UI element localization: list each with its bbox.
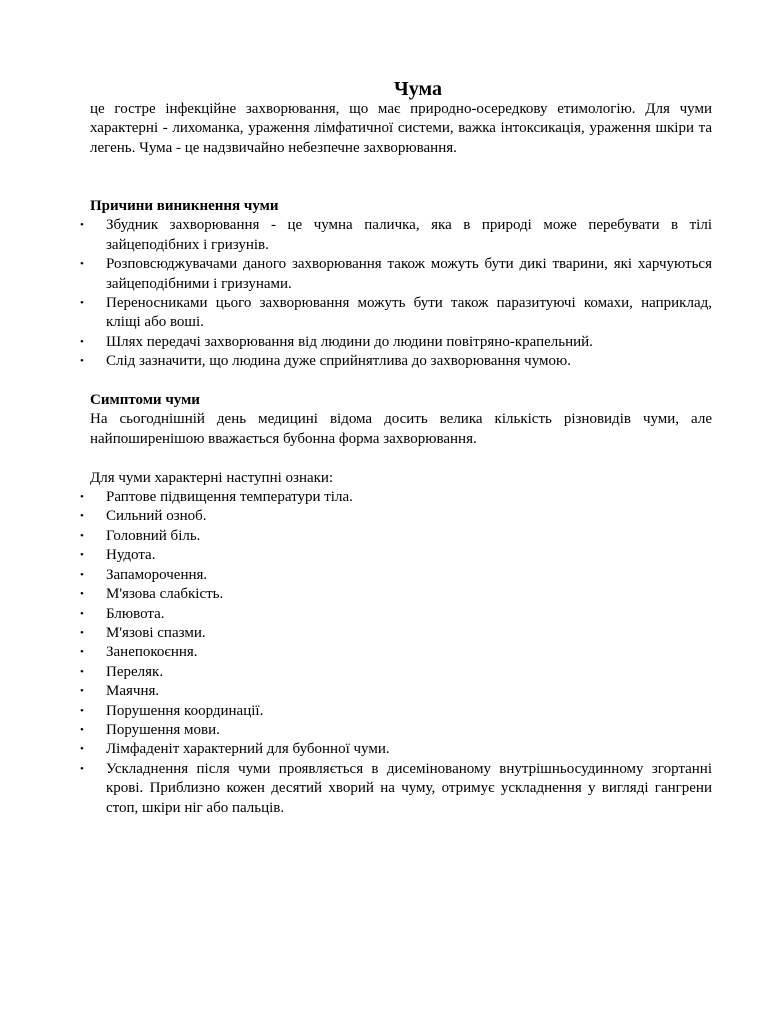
symptoms-heading: Симптоми чуми: [90, 392, 200, 409]
list-item: • Порушення мови.: [90, 721, 712, 740]
list-item: • Збудник захворювання - це чумна паличка, яка в природі може перебувати в тілі зайцеподібних і гризунів.: [90, 216, 712, 255]
page-title: Чума: [394, 78, 442, 100]
intro-paragraph: це гостре інфекційне захворювання, що має природно-осередкову етимологію. Для чуми характерні - лихоманка, ураження лімфатичної системи, важка інтоксикація, ураження шкіри та легень. Чума - це надзвичайно небезпечне захворювання.: [90, 101, 712, 156]
list-item: • Запаморочення.: [90, 566, 712, 585]
list-item: • М'язова слабкість.: [90, 585, 712, 604]
spacer: [90, 178, 712, 197]
list-item: • Лімфаденіт характерний для бубонної чуми.: [90, 740, 712, 759]
symptoms-intro: На сьогоднішній день медицині відома досить велика кількість різновидів чуми, але найпоширенішою вважається бубонна форма захворювання.: [90, 411, 712, 447]
list-item: • Блювота.: [90, 605, 712, 624]
list-item: • Слід зазначити, що людина дуже сприйнятлива до захворювання чумою.: [90, 352, 712, 371]
causes-list: [90, 216, 712, 371]
spacer: [90, 372, 712, 391]
causes-heading: Причини виникнення чуми: [90, 198, 279, 214]
list-item: • Сильний озноб.: [90, 507, 712, 526]
list-item: • Нудота.: [90, 546, 712, 565]
list-item: • Раптове підвищення температури тіла.: [90, 488, 712, 507]
list-item: • Шлях передачі захворювання від людини до людини повітряно-крапельний.: [90, 333, 712, 352]
list-item: • Ускладнення після чуми проявляється в дисемінованому внутрішньосудинному згортанні крові. Приблизно кожен десятий хворий на чуму, отримує ускладнення у вигляді гангрени стоп, шкіри ніг або пальців.: [90, 760, 712, 818]
spacer: [90, 158, 712, 177]
signs-label: Для чуми характерні наступні ознаки:: [90, 469, 334, 486]
list-item: • Переляк.: [90, 663, 712, 682]
list-item: • Переносниками цього захворювання можуть бути також паразитуючі комахи, наприклад, кліщі або воші.: [90, 294, 712, 333]
list-item: • Занепокоєння.: [90, 643, 712, 662]
list-item: • Розповсюджувачами даного захворювання також можуть бути дикі тварини, які харчуються зайцеподібними і гризунами.: [90, 255, 712, 294]
spacer: [90, 449, 712, 468]
list-item: • Порушення координації.: [90, 702, 712, 721]
symptoms-list: [90, 488, 712, 818]
list-item: • М'язові спазми.: [90, 624, 712, 643]
list-item: • Маячня.: [90, 682, 712, 701]
list-item: • Головний біль.: [90, 527, 712, 546]
